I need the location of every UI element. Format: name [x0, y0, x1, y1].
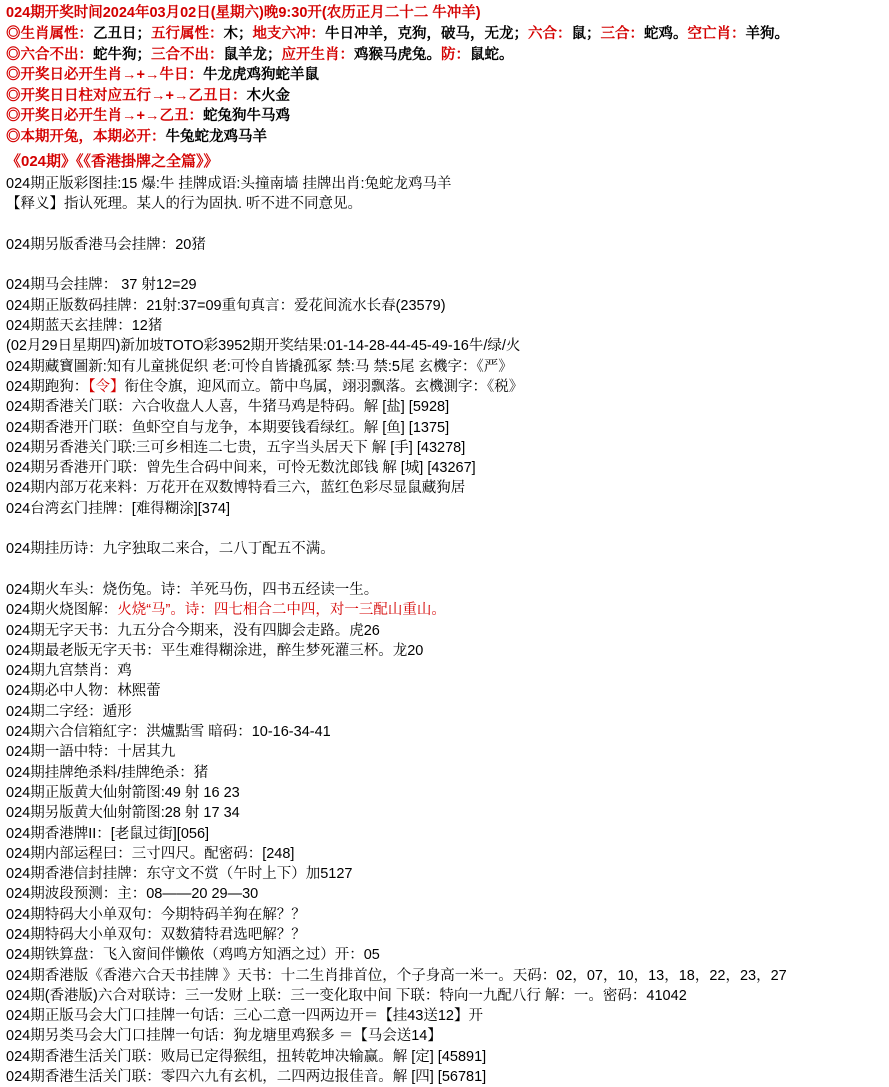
text-segment: 024期香港生活关门联：败局已定得猴组，扭转乾坤决输赢。解 [定] [45891] — [6, 1048, 487, 1065]
text-segment: 牛龙虎鸡狗蛇羊鼠 — [202, 67, 319, 83]
content-line-te-ma-dan-shuang2 — [6, 925, 885, 945]
text-segment: 024期无字天书：九五分合今期来，没有四脚会走路。虎26 — [6, 622, 380, 639]
header-row-kaijiang-bi-kai — [6, 65, 885, 86]
content-line-xinjiapo-toto — [6, 336, 885, 356]
content-line-ling-ban-guan-men-lian — [6, 438, 885, 458]
content-line-te-ma-dan-shuang1 — [6, 905, 885, 925]
text-segment: 024期特码大小单双句：今期特码羊狗在解？？ — [6, 906, 306, 923]
text-segment: 024期(香港版)六合对联诗：三一发财 上联：三一变化取中间 下联：特向一九配八行 解：一。密码：41042 — [6, 987, 687, 1004]
text-segment: 024期六合信箱紅字：洪爐點雪 暗码：10-16-34-41 — [6, 724, 331, 741]
section-title: 《024期》《《香港掛牌之全篇》》 — [6, 153, 219, 170]
text-segment: ◎开奖日必开生肖→+→乙丑： — [6, 108, 203, 124]
draw-time-header: 024期开奖时间2024年03月02日(星期六)晚9:30开(农历正月二十二 牛冲羊) — [6, 5, 481, 21]
text-segment: 024期藏寶圖新:知有儿童挑促织 老:可怜自皆撬孤冢 禁:马 禁:5尾 玄機字：《严》 — [6, 358, 513, 375]
text-segment: 火烧“马”。诗：四七相合二中四，对一三配山重山。 — [117, 602, 446, 619]
text-segment: 牛日冲羊，克狗，破马，无龙； — [325, 26, 528, 42]
text-segment: 羊狗。 — [745, 26, 789, 42]
text-segment: 024期另香港开门联：曾先生合码中间来，可怜无数沈郎钱 解 [城] [43267] — [6, 460, 476, 477]
text-segment: 024期最老版无字天书：平生难得糊涂进，醉生梦死灌三杯。龙20 — [6, 642, 424, 659]
content-body — [6, 174, 885, 1087]
text-segment: 024期挂历诗：九字独取二来合，二八丁配五不满。 — [6, 541, 335, 558]
text-segment: ◎生肖属性： — [6, 26, 93, 42]
text-segment: 地支六冲： — [252, 26, 325, 42]
text-segment: 024期跑狗： — [6, 378, 89, 395]
content-line-xianggang-ban-liu-he — [6, 986, 885, 1006]
header-row-liu-he-bu-chu — [6, 45, 885, 66]
content-line-bi-zhong-ren-wu — [6, 681, 885, 701]
text-segment: 蛇牛狗； — [93, 46, 151, 63]
content-line-ma-hui-gua-pai — [6, 275, 885, 295]
content-line-nei-bu-wan-hua — [6, 478, 885, 498]
text-segment: 鼠羊龙； — [223, 46, 282, 63]
content-line-xianggang-ban-tian-shu — [6, 966, 885, 986]
text-segment: 024期另版香港马会挂牌：20猪 — [6, 236, 206, 253]
text-segment: 024期铁算盘：飞入窗间伴懒侬（鸡鸣方知酒之过）开：05 — [6, 947, 380, 964]
text-segment: 024期内部运程曰：三寸四尺。配密码：[248] — [6, 845, 295, 862]
text-segment: 024期香港牌II：[老鼠过街][056] — [6, 825, 210, 842]
header-row-sheng-xiao — [6, 24, 885, 45]
content-line-zui-lao-ban-wu-zi — [6, 641, 885, 661]
text-segment: 024期香港版《香港六合天书挂牌 》天书：十二生肖排首位，个子身高一米一。天码：02，07，10，13，18，22，23，27 — [6, 967, 787, 984]
header-row-rizhu-wuxing — [6, 86, 885, 107]
text-segment: 三合不出： — [151, 46, 224, 63]
content-line-blank3 — [6, 519, 885, 539]
content-line-huo-shao-tu-jie — [6, 600, 885, 620]
text-segment: 三合： — [600, 26, 644, 42]
text-segment: 牛兔蛇龙鸡马羊 — [165, 128, 267, 145]
content-line-ling-ban-kai-men-lian — [6, 458, 885, 478]
header-row-kaijiang-bi-kai-2 — [6, 106, 885, 127]
text-segment: 024期另版黄大仙射箭图:28 射 17 34 — [6, 805, 240, 822]
text-segment: ◎开奖日必开生肖→+→牛日： — [6, 67, 203, 83]
content-line-xianggang-pai-ii — [6, 824, 885, 844]
header-row-ben-qi-bi-kai — [6, 127, 885, 148]
text-segment: 024台湾玄门挂牌：[难得糊涂][374] — [6, 500, 230, 517]
content-line-xianggang-kai-men-lian — [6, 418, 885, 438]
text-segment: 鼠蛇。 — [470, 46, 514, 63]
content-line-shi-yi — [6, 194, 885, 214]
header-attribute-rows — [6, 24, 885, 147]
content-line-bo-duan-yu-ce — [6, 884, 885, 904]
text-segment: 024期特码大小单双句：双数猜特君选吧解？？ — [6, 926, 306, 943]
text-segment: 【释义】指认死理。某人的行为固执. 听不进不同意见。 — [6, 196, 363, 213]
text-segment: 乙丑日； — [93, 26, 151, 42]
text-segment: 024期波段预测：主：08——20 29—30 — [6, 886, 259, 903]
content-line-pao-gou — [6, 377, 885, 397]
text-segment: 024期正版黄大仙射箭图:49 射 16 23 — [6, 784, 240, 801]
content-line-sheng-huo-guan-men1 — [6, 1047, 885, 1067]
text-segment: (02月29日星期四)新加坡TOTO彩3952期开奖结果:01-14-28-44-45-49-16牛/绿/火 — [6, 338, 521, 355]
content-line-zheng-ban-cai-tu-gua — [6, 174, 885, 194]
content-line-ling-ban-gua-pai — [6, 235, 885, 255]
content-line-taiwan-xuan-men — [6, 499, 885, 519]
text-segment: 024期正版彩图挂:15 爆:牛 挂牌成语:头撞南墙 挂牌出肖:兔蛇龙鸡马羊 — [6, 176, 452, 192]
text-segment: 024期香港关门联：六合收盘人人喜，牛猪马鸡是特码。解 [盐] [5928] — [6, 399, 450, 416]
content-line-jiu-gong-jin-xiao — [6, 661, 885, 681]
text-segment: 024期九宫禁肖：鸡 — [6, 663, 132, 680]
text-segment: 024期香港生活关门联：零四六九有玄机，二四两边报佳音。解 [四] [56781] — [6, 1069, 487, 1086]
text-segment: 024期必中人物：林熙蕾 — [6, 683, 161, 700]
text-segment: ◎六合不出： — [6, 46, 93, 63]
content-line-gua-li-shi — [6, 539, 885, 559]
content-line-huang-daxian-she-jian — [6, 783, 885, 803]
content-line-ling-ban-huang-daxian — [6, 803, 885, 823]
text-segment: 蛇兔狗牛马鸡 — [202, 108, 290, 124]
content-line-blank2 — [6, 255, 885, 275]
text-segment: 024期马会挂牌： 37 射12=29 — [6, 277, 197, 294]
text-segment: 防： — [441, 46, 470, 63]
content-line-tie-suan-pan — [6, 945, 885, 965]
content-line-ling-ban-lei-ma-hui — [6, 1026, 885, 1046]
text-segment: 衔住令旗，迎风而立。箭中鸟属，翊羽飘落。玄機測字：《税》 — [124, 378, 524, 395]
content-line-blank4 — [6, 560, 885, 580]
text-segment: 024期香港信封挂牌：东守文不赏（午时上下）加5127 — [6, 866, 353, 883]
content-line-wu-zi-tian-shu — [6, 621, 885, 641]
text-segment: ◎本期开兔，本期必开： — [6, 128, 166, 145]
text-segment: 应开生肖： — [281, 46, 354, 63]
text-segment: 五行属性： — [151, 26, 224, 42]
text-segment: 024期火烧图解： — [6, 602, 118, 619]
content-line-xianggang-guan-men-lian — [6, 397, 885, 417]
text-segment: 鼠； — [571, 26, 601, 42]
text-segment: 蛇鸡。 — [644, 26, 688, 42]
content-line-lan-tian-xuan — [6, 316, 885, 336]
text-segment: 024期蓝天玄挂牌：12猪 — [6, 318, 163, 335]
content-line-blank1 — [6, 215, 885, 235]
content-line-huo-che-tou — [6, 580, 885, 600]
text-segment: 024期香港开门联：鱼虾空自与龙争，本期要钱看绿红。解 [鱼] [1375] — [6, 419, 450, 436]
text-segment: 六合： — [528, 26, 572, 42]
text-segment: 024期挂牌绝杀料/挂牌绝杀：猪 — [6, 764, 209, 781]
text-segment: 024期内部万花来料：万花开在双数博特看三六，蓝红色彩尽显鼠藏狗居 — [6, 480, 466, 497]
content-line-yi-yu-zhong-te — [6, 742, 885, 762]
text-segment: 024期一語中特：十居其九 — [6, 744, 176, 761]
content-line-er-zi-jing — [6, 702, 885, 722]
text-segment: 木火金 — [246, 87, 290, 104]
content-line-nei-bu-mi-jue — [6, 844, 885, 864]
text-segment: 024期正版马会大门口挂牌一句话：三心二意一四两边开＝【挂43送12】开 — [6, 1008, 483, 1025]
content-line-zheng-ban-ma-hui-damen — [6, 1006, 885, 1026]
content-line-zheng-ban-shu-ma — [6, 296, 885, 316]
text-segment: 【令】 — [88, 378, 125, 395]
text-segment: 空亡肖： — [687, 26, 746, 42]
text-segment: 024期二字经：遁形 — [6, 703, 132, 720]
text-segment: 024期另类马会大门口挂牌一句话：狗龙塘里鸡猴多 ＝【马会送14】 — [6, 1028, 442, 1045]
text-segment: 木； — [223, 26, 253, 42]
content-line-gua-pai-jue-sha — [6, 763, 885, 783]
content-line-sheng-huo-guan-men2 — [6, 1067, 885, 1087]
content-line-xin-feng-gua-pai — [6, 864, 885, 884]
text-segment: ◎开奖日日柱对应五行→+→乙丑日： — [6, 87, 247, 104]
content-line-cang-bao-tu-xin — [6, 357, 885, 377]
text-segment: 鸡猴马虎兔。 — [354, 46, 441, 63]
text-segment: 024期另香港关门联:三可乡相连二七贵，五字当头居天下 解 [手] [43278] — [6, 439, 466, 456]
text-segment: 024期正版数码挂牌：21射:37=09重旬真言：爱花间流水长春(23579) — [6, 297, 446, 314]
content-line-liu-he-xin-xiang — [6, 722, 885, 742]
text-segment: 024期火车头：烧伤兔。诗：羊死马伤，四书五经读一生。 — [6, 581, 379, 598]
